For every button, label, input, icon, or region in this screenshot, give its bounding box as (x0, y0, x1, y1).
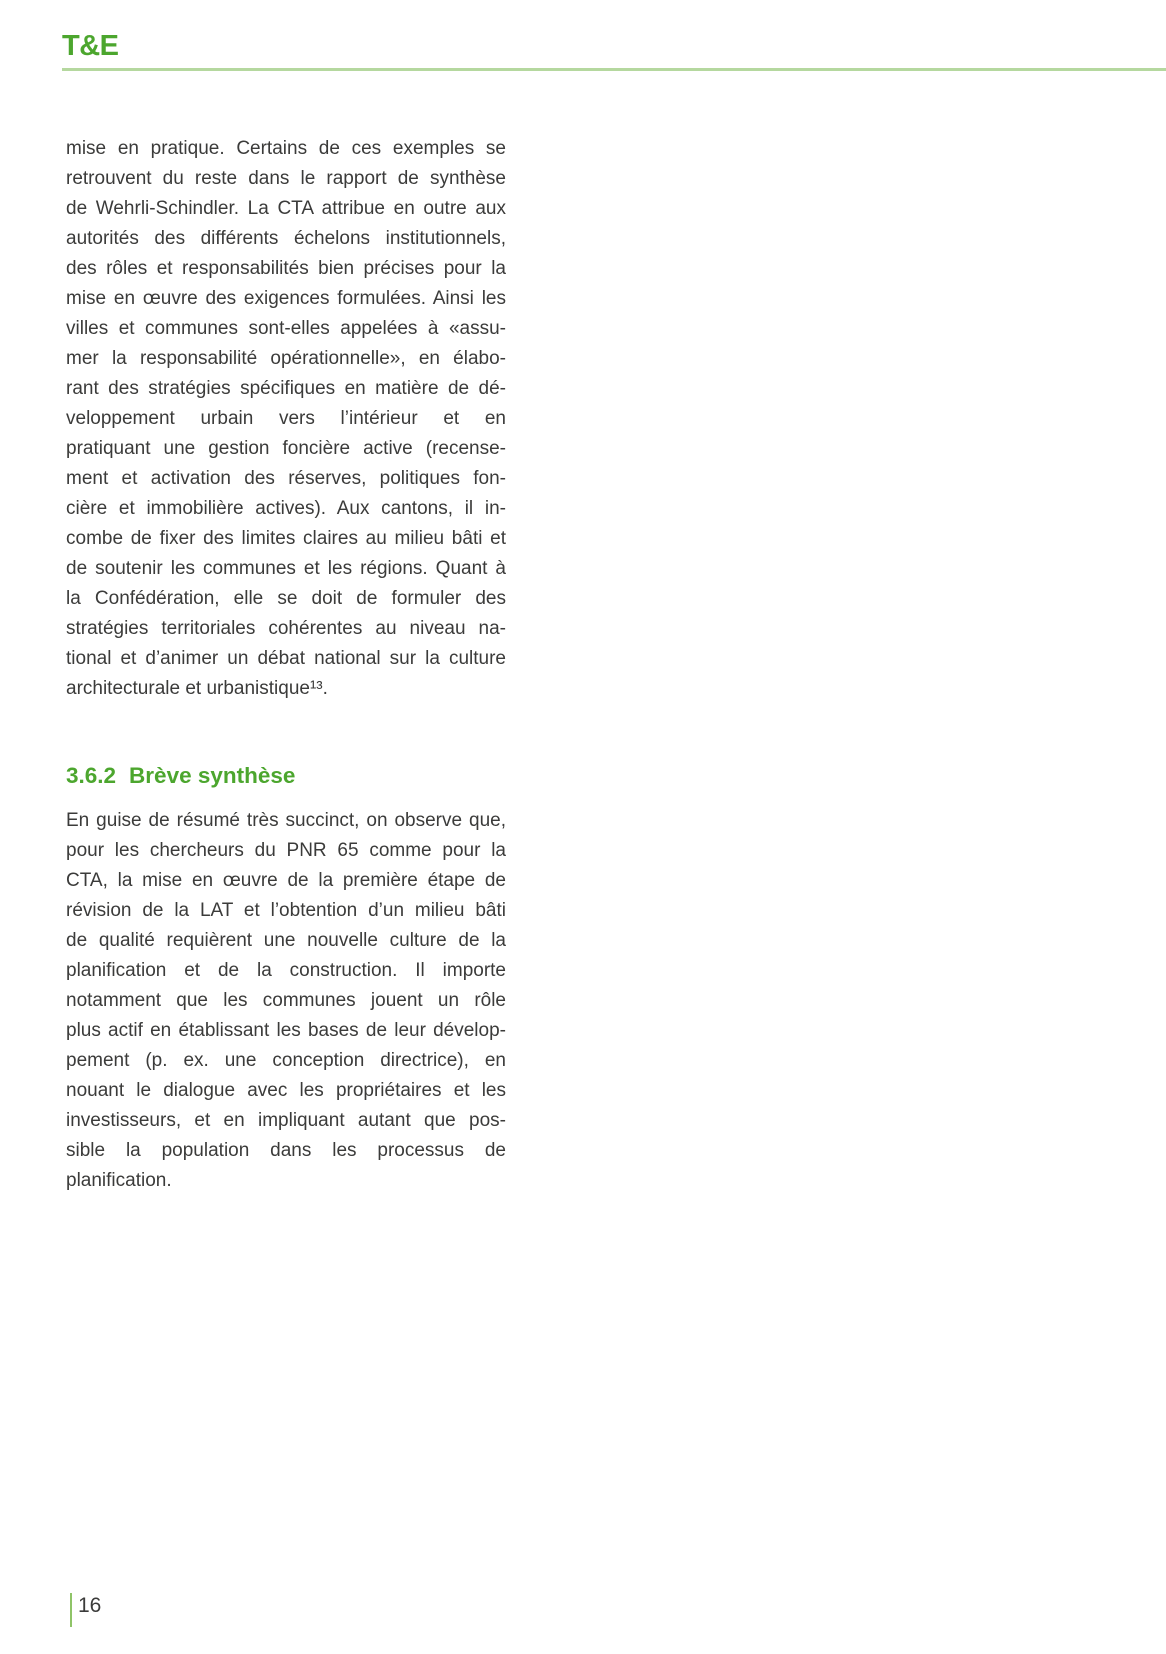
text-line: retrouvent du reste dans le rapport de synthèse (66, 168, 506, 189)
text-line: planification. (66, 1170, 172, 1191)
brand-logo: T&E (62, 30, 119, 62)
text-line: de Wehrli-Schindler. La CTA attribue en outre aux (66, 198, 506, 219)
text-line: pratiquant une gestion foncière active (recense- (66, 438, 506, 459)
text-line: notamment que les communes jouent un rôle (66, 990, 506, 1011)
text-line: pement (p. ex. une conception directrice), en (66, 1050, 506, 1071)
section-number: 3.6.2 (66, 763, 117, 788)
page-number: 16 (78, 1594, 102, 1617)
text-line: mer la responsabilité opérationnelle», en élabo- (66, 348, 506, 369)
text-line: de qualité requièrent une nouvelle culture de la (66, 930, 506, 951)
header-rule (62, 68, 1166, 71)
text-line: pour les chercheurs du PNR 65 comme pour la (66, 840, 506, 861)
text-line: rant des stratégies spécifiques en matière de dé- (66, 378, 506, 399)
paragraph-1 (66, 134, 506, 704)
text-line: de soutenir les communes et les régions. Quant à (66, 558, 506, 579)
paragraph-2 (66, 806, 506, 1196)
text-line: sible la population dans les processus de (66, 1140, 506, 1161)
text-line: nouant le dialogue avec les propriétaires et les (66, 1080, 506, 1101)
text-line: investisseurs, et en impliquant autant que pos- (66, 1110, 506, 1131)
text-line: autorités des différents échelons institutionnels, (66, 228, 506, 249)
article-column (66, 134, 506, 1196)
text-line: des rôles et responsabilités bien précises pour la (66, 258, 506, 279)
text-line: mise en œuvre des exigences formulées. Ainsi les (66, 288, 506, 309)
text-line: CTA, la mise en œuvre de la première étape de (66, 870, 506, 891)
text-line: révision de la LAT et l’obtention d’un milieu bâti (66, 900, 506, 921)
text-line: En guise de résumé très succinct, on observe que, (66, 810, 506, 831)
text-line: ment et activation des réserves, politiques fon- (66, 468, 506, 489)
text-line: planification et de la construction. Il importe (66, 960, 506, 981)
text-line: cière et immobilière actives). Aux cantons, il in- (66, 498, 506, 519)
text-line: combe de fixer des limites claires au milieu bâti et (66, 528, 506, 549)
section-heading (66, 761, 506, 791)
text-line: villes et communes sont-elles appelées à «assu- (66, 318, 506, 339)
text-line: plus actif en établissant les bases de leur dévelop- (66, 1020, 506, 1041)
page-footer (70, 1593, 101, 1627)
text-line: mise en pratique. Certains de ces exemples se (66, 138, 506, 159)
text-line: architecturale et urbanistique¹³. (66, 678, 328, 699)
section-title: Brève synthèse (129, 763, 296, 788)
text-line: tional et d’animer un débat national sur la culture (66, 648, 506, 669)
text-line: stratégies territoriales cohérentes au niveau na- (66, 618, 506, 639)
text-line: la Confédération, elle se doit de formuler des (66, 588, 506, 609)
text-line: veloppement urbain vers l’intérieur et en (66, 408, 506, 429)
